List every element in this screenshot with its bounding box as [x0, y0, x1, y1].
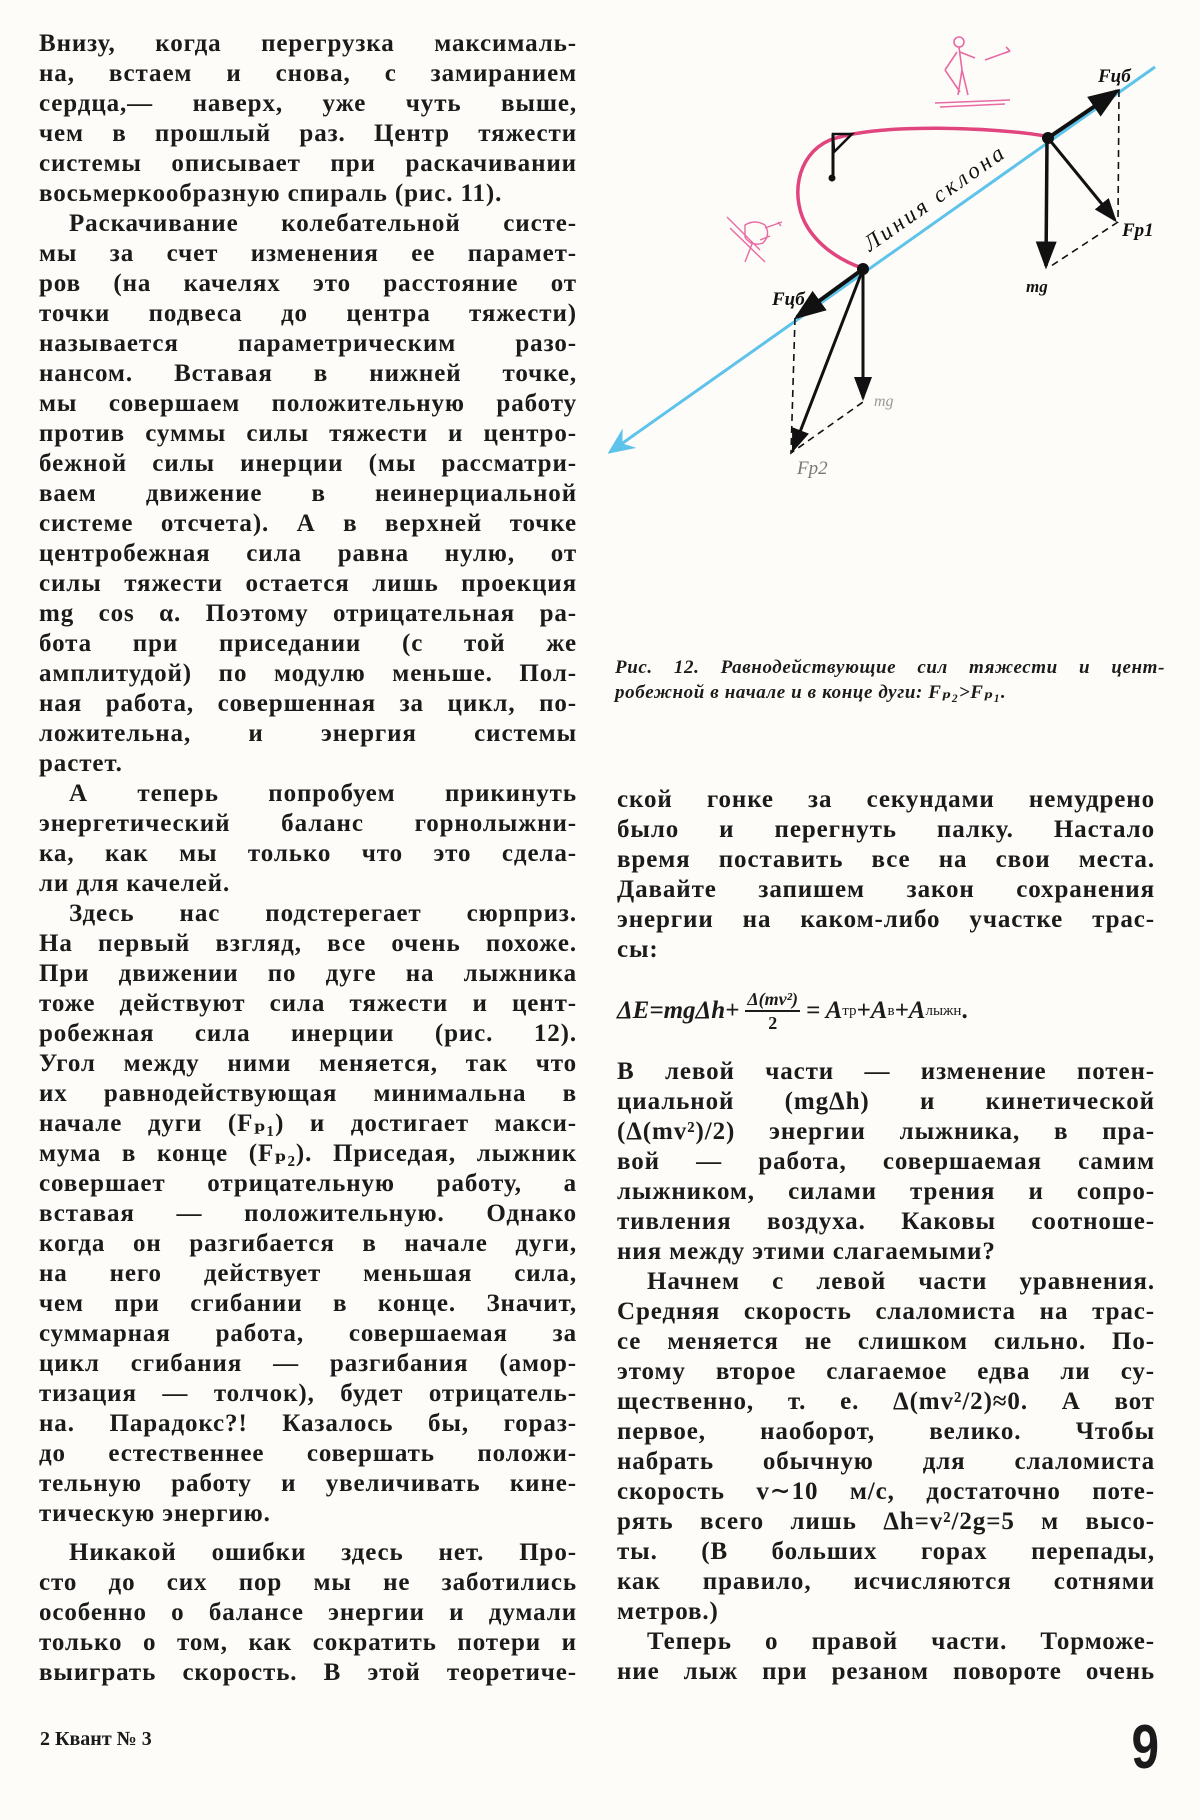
paragraph [39, 209, 577, 779]
text-line: тизация — толчок), будет отрицатель- [39, 1380, 577, 1407]
text-line: ние лыж при резаном повороте очень [617, 1658, 1155, 1685]
equation-eq: = A [806, 997, 843, 1024]
page-number: 9 [1131, 1713, 1160, 1782]
text-line: только о том, как сократить потери и [39, 1629, 577, 1656]
paragraph [617, 1267, 1155, 1627]
text-line: се меняется не слишком сильно. По- [617, 1328, 1155, 1355]
text-line: энергии на каком-либо участке трас- [617, 906, 1155, 933]
text-line: тическую энергию. [39, 1500, 271, 1527]
text-line: вставая — положительную. Однако [39, 1200, 577, 1227]
right-paragraphs-before [617, 785, 1155, 965]
text-line: Никакой ошибки здесь нет. Про- [69, 1539, 577, 1566]
text-line: мы совершаем положительную работу [39, 390, 577, 417]
text-line: Начнем с левой части уравнения. [647, 1268, 1155, 1295]
text-line: Средняя скорость слаломиста на трас- [617, 1298, 1155, 1325]
text-line: робежная сила инерции (рис. 12). [39, 1020, 577, 1047]
text-line: ли для качелей. [39, 870, 231, 897]
text-line: бежной силы инерции (мы рассматри- [39, 450, 577, 477]
point-start-of-arc [857, 263, 869, 275]
text-line: Давайте запишем закон сохранения [617, 876, 1155, 903]
text-line: на него действует меньшая сила, [39, 1260, 577, 1287]
text-line: тоже действуют сила тяжести и цент- [39, 990, 577, 1017]
caption-line: робежной в начале и в конце дуги: Fₚ₂>Fₚ₁. [615, 682, 1007, 703]
force-diagram [600, 0, 1200, 640]
text-line: как правило, исчисляются сотнями [617, 1568, 1155, 1595]
text-line: ка, как мы только что это сдела- [39, 840, 577, 867]
text-line: Угол между ними меняется, так что [39, 1050, 577, 1077]
text-line: суммарная работа, совершаемая за [39, 1320, 577, 1347]
text-line: системы описывает при раскачивании [39, 150, 577, 177]
text-line: щественно, т. е. Δ(mv²/2)≈0. А вот [617, 1388, 1155, 1415]
paragraph [617, 785, 1155, 965]
text-line: нансом. Вставая в нижней точке, [39, 360, 577, 387]
text-line: до естественнее совершать положи- [39, 1440, 577, 1467]
text-line: сердца,— наверх, уже чуть выше, [39, 90, 577, 117]
text-line: метров.) [617, 1598, 719, 1625]
sub-tr: тр [842, 1002, 857, 1019]
text-line: На первый взгляд, все очень похоже. [39, 930, 577, 957]
equation-fraction [745, 988, 800, 1034]
text-line: бота при приседании (с той же [39, 630, 577, 657]
text-line: совершает отрицательную работу, а [39, 1170, 577, 1197]
text-line: чем при сгибании в конце. Значит, [39, 1290, 577, 1317]
text-line: ской гонке за секундами немудрено [617, 786, 1155, 813]
skier-sketch-top-icon [935, 37, 1010, 107]
text-line: особенно о балансе энергии и думали [39, 1599, 577, 1626]
left-column [39, 29, 577, 1688]
point-end-of-arc [1042, 132, 1054, 144]
text-line: При движении по дуге на лыжника [39, 960, 577, 987]
text-line: ты. (В больших горах перепады, [617, 1538, 1155, 1565]
text-line: первое, наоборот, велико. Чтобы [617, 1418, 1155, 1445]
paragraph [617, 1057, 1155, 1267]
equation-lhs: ΔE=mgΔh+ [617, 997, 740, 1024]
text-line: (Δ(mv²)/2) энергии лыжника, в пра- [617, 1118, 1155, 1145]
text-line: называется параметрическим разо- [39, 330, 577, 357]
text-line: мы за счет изменения ее парамет- [39, 240, 577, 267]
fraction-numerator: Δ(mv²) [745, 988, 800, 1012]
paragraph [39, 899, 577, 1529]
text-line: В левой части — изменение потен- [617, 1058, 1155, 1085]
dashed-lines-bottom [791, 318, 863, 453]
skier-sketch-left-icon [727, 217, 782, 262]
text-line: восьмеркообразную спираль (рис. 11). [39, 180, 503, 207]
text-line: Раскачивание колебательной систе- [69, 210, 577, 237]
text-line: тельную работу и увеличивать кине- [39, 1470, 577, 1497]
text-line: против суммы силы тяжести и центро- [39, 420, 577, 447]
f-cb-top-label: Fцб [1098, 66, 1131, 87]
text-line: сы: [617, 936, 659, 963]
figure-caption [615, 655, 1165, 705]
f-cb-top-arrow [1048, 91, 1117, 138]
text-line: этому второе слагаемое едва ли су- [617, 1358, 1155, 1385]
mg-top-label: mg [1026, 277, 1048, 296]
text-line: ваем движение в неинерциальной [39, 480, 577, 507]
fraction-denominator: 2 [768, 1013, 778, 1033]
text-line: лыжником, силами трения и сопро- [617, 1178, 1155, 1205]
equation-end: . [961, 997, 968, 1024]
text-line: скорость v∼10 м/с, достаточно поте- [617, 1478, 1155, 1505]
text-line: чем в прошлый раз. Центр тяжести [39, 120, 577, 147]
text-line: сто до сих пор мы не заботились [39, 1569, 577, 1596]
right-column [617, 785, 1155, 1687]
text-line: вой — работа, совершаемая самим [617, 1148, 1155, 1175]
text-line: ния между этими слагаемыми? [617, 1238, 996, 1265]
text-line: амплитудой) по модулю меньше. Пол- [39, 660, 577, 687]
text-line: рять всего лишь Δh=v²/2g=5 м высо- [617, 1508, 1155, 1535]
text-line: Внизу, когда перегрузка максималь- [39, 30, 577, 57]
gate-flag-icon [829, 134, 853, 182]
issue-footer: 2 Квант № 3 [40, 1728, 152, 1750]
right-paragraphs-after [617, 1057, 1155, 1687]
text-line: когда он разгибается в начале дуги, [39, 1230, 577, 1257]
text-line: время поставить все на свои места. [617, 846, 1155, 873]
text-line: тивления воздуха. Каковы соотноше- [617, 1208, 1155, 1235]
text-line: на, встаем и снова, с замиранием [39, 60, 577, 87]
text-line: Теперь о правой части. Торможе- [647, 1628, 1155, 1655]
slope-line-label: Линия склона [858, 138, 1011, 257]
text-line: ров (на качелях это расстояние от [39, 270, 577, 297]
paragraph [39, 29, 577, 209]
text-line: центробежная сила равна нулю, от [39, 540, 577, 567]
text-line: растет. [39, 750, 123, 777]
text-line: силы тяжести остается лишь проекция [39, 570, 577, 597]
f-p1-label: Fр1 [1122, 220, 1154, 241]
text-line: Здесь нас подстерегает сюрприз. [69, 900, 577, 927]
text-line: начале дуги (Fₚ₁) и достигает макси- [39, 1110, 577, 1137]
f-p2-label: Fр2 [797, 458, 828, 479]
text-line: было и перегнуть палку. Настало [617, 816, 1155, 843]
energy-equation [617, 965, 1155, 1057]
text-line: А теперь попробуем прикинуть [69, 780, 577, 807]
equation-plus1: +A [856, 997, 888, 1024]
mg-bottom-label: mg [874, 393, 894, 410]
sub-lyzhn: лыжн [925, 1002, 962, 1019]
text-line: выиграть скорость. В этой теоретиче- [39, 1659, 577, 1686]
equation-plus2: +A [894, 997, 926, 1024]
text-line: мума в конце (Fₚ₂). Приседая, лыжник [39, 1140, 577, 1167]
paragraph [39, 779, 577, 899]
text-line: циальной (mgΔh) и кинетической [617, 1088, 1155, 1115]
text-line: mg cos α. Поэтому отрицательная ра- [39, 600, 577, 627]
text-line: системе отсчета). А в верхней точке [39, 510, 577, 537]
paragraph [39, 1538, 577, 1688]
text-line: энергетический баланс горнолыжни- [39, 810, 577, 837]
f-p1-arrow [1048, 138, 1115, 220]
text-line: их равнодействующая минимальна в [39, 1080, 577, 1107]
sub-v: в [887, 1002, 895, 1019]
text-line: цикл сгибания — разгибания (амор- [39, 1350, 577, 1377]
f-cb-bottom-label: Fцб [772, 289, 805, 310]
paragraph [617, 1627, 1155, 1687]
caption-line: Рис. 12. Равнодействующие сил тяжести и цент- [615, 657, 1165, 678]
text-line: ложительна, и энергия системы [39, 720, 577, 747]
text-line: набрать обычную для слаломиста [617, 1448, 1155, 1475]
text-line: на. Парадокс?! Казалось бы, гораз- [39, 1410, 577, 1437]
text-line: ная работа, совершенная за цикл, по- [39, 690, 577, 717]
text-line: точки подвеса до центра тяжести) [39, 300, 577, 327]
mg-top-arrow [1046, 140, 1047, 266]
